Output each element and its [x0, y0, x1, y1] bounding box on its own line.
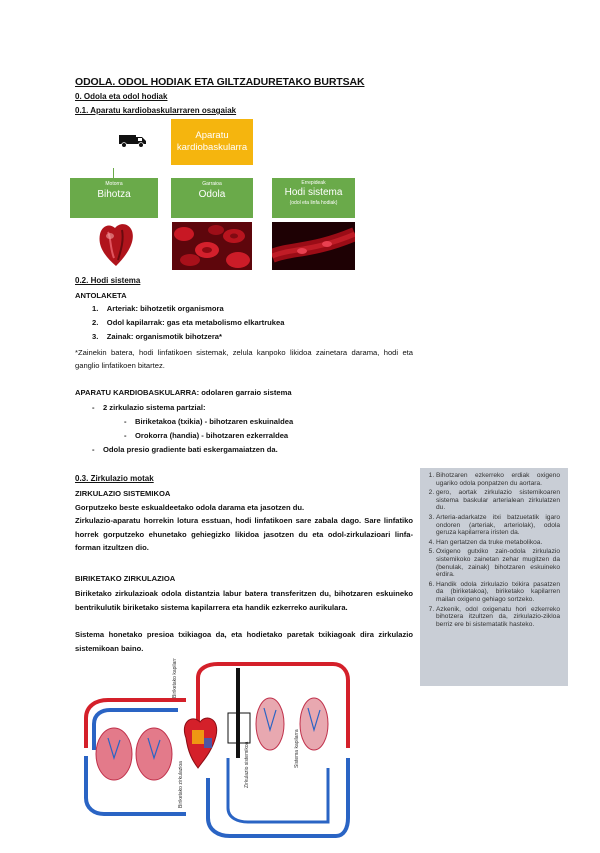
bullet-list	[92, 402, 293, 455]
cardiovascular-system-label: Aparatu kardiobaskularra	[176, 130, 248, 153]
motor-label: Motorra	[105, 181, 123, 187]
circulation-diagram	[78, 658, 358, 848]
summary-item: 1. Bihotzaren ezkerreko erdiak oxigeno ugariko odola ponpatzen du aortara.	[436, 472, 568, 487]
fig-label-pulmonary-circulation: Biriketako zirkulazioa	[178, 761, 184, 808]
cardiovascular-system-box	[171, 119, 253, 165]
org-item: 3. Zainak: organismotik bihotzera*	[92, 332, 222, 341]
section-0-3-heading: 0.3. Zirkulazio motak	[75, 474, 154, 483]
fig-label-systemic-circulation: Zirkulazio sistemikoa	[244, 741, 250, 788]
roads-box	[272, 178, 355, 218]
vessel-system-label: Hodi sistema	[284, 187, 343, 198]
roads-label: Errepideak	[301, 180, 326, 186]
summary-item: 7. Azkenik, odol oxigenatu hori ezkerreko bihotzera itzultzen da, zirkulazio-zikloa berriz ere bi sistematatik hasteko.	[436, 606, 568, 629]
connector-line	[113, 168, 114, 178]
summary-item: 4. Han gertatzen da truke metabolikoa.	[436, 539, 568, 547]
blood-label: Odola	[198, 189, 226, 200]
transport-box	[171, 178, 253, 218]
zirk-sist-p2: Zirkulazio-aparatu horrekin lotura esstuan, hodi linfatikoen sare zabala dago. Sare linfatiko horrek gorputzeko ehunetako gehiegizko likidoa jasotzen du eta odol-zirkulazioari linfa-forman itzultzen dio.	[75, 516, 413, 552]
summary-item: 2. gero, aortak zirkulazio sistemikoaren sistema baskular arterialean zirkulatzen du.	[436, 489, 568, 512]
birik-p2: Sistema honetako presioa txikiagoa da, eta hodietako paretak txikiagoak dira zirkulazio sistemikoan baino.	[75, 630, 413, 653]
birik-p1: Biriketako zirkulazioak odola distantzia labur batera transferitzen du, bihotzaren eskuineko bentrikulutik biriketako sistema kapilarrera eta handik ezkerreko aurikulara.	[75, 589, 413, 612]
org-list	[92, 303, 284, 342]
fig-label-capillary-system: Sistema kapilarra	[294, 729, 300, 768]
org-item: 1. Arteriak: bihotzetik organismora	[92, 304, 224, 313]
bullet-sub-item: - Biriketakoa (txikia) - bihotzaren eskuinaldea	[124, 417, 294, 426]
birik-heading: BIRIKETAKO ZIRKULAZIOA	[75, 574, 176, 583]
section-0-heading: 0. Odola eta odol hodiak	[75, 92, 168, 101]
summary-item: 3. Arteria-adarkatze itxi batzuetatik igaro ondoren (arteriak, arteriolak), odola geruza kapilarrera iristen da.	[436, 514, 568, 537]
transport-label: Garraioa	[202, 181, 222, 187]
section-0-2-heading: 0.2. Hodi sistema	[75, 276, 141, 285]
aparatu-line: APARATU KARDIOBASKULARRA: odolaren garraio sistema	[75, 388, 292, 397]
antolaketa-heading: ANTOLAKETA	[75, 291, 127, 300]
section-0-1-heading: 0.1. Aparatu kardiobaskularraren osagaiak	[75, 106, 237, 115]
note-paragraph: *Zainekin batera, hodi linfatikoen sistemak, zelula kanpoko likidoa zainetara darama, hodi eta ganglio linfatikoen bitartez.	[75, 348, 413, 370]
blood-cells-image	[172, 222, 252, 270]
zirk-sist-p1: Gorputzeko beste eskualdeetako odola darama eta jasotzen du.	[75, 503, 305, 512]
fig-label-pulmonary-capillaries: Biriketako kapilarrak	[172, 658, 178, 698]
heart-label: Bihotza	[97, 189, 131, 200]
motor-box	[70, 178, 158, 218]
summary-item: 5. Oxigeno gutxiko zain-odola zirkulazio sistemikoko zainetan zehar mugitzen da (benulak, zainak) bihotzaren eskuineko erdira.	[436, 548, 568, 578]
bullet-sub-item: - Orokorra (handia) - bihotzaren ezkerraldea	[124, 431, 289, 440]
vessel-system-sub: (odol eta linfa hodiak)	[289, 200, 338, 206]
heart-image	[96, 220, 136, 268]
circulation-summary-box	[420, 468, 568, 686]
page-title: ODOLA. ODOL HODIAK ETA GILTZADURETAKO BURTSAK	[75, 76, 365, 88]
bullet-item: - 2 zirkulazio sistema partzial:	[92, 403, 206, 412]
summary-item: 6. Handik odola zirkulazio txikira pasatzen da (biriketakoa), biriketako kapilarren mailan oxigeno gehiago sortzeko.	[436, 581, 568, 604]
blood-vessel-image	[272, 222, 355, 270]
zirk-sist-heading: ZIRKULAZIO SISTEMIKOA	[75, 489, 171, 498]
bullet-item: - Odola presio gradiente bati eskergamaiatzen da.	[92, 445, 278, 454]
org-item: 2. Odol kapilarrak: gas eta metabolismo elkartrukea	[92, 318, 285, 327]
truck-icon	[118, 132, 148, 148]
